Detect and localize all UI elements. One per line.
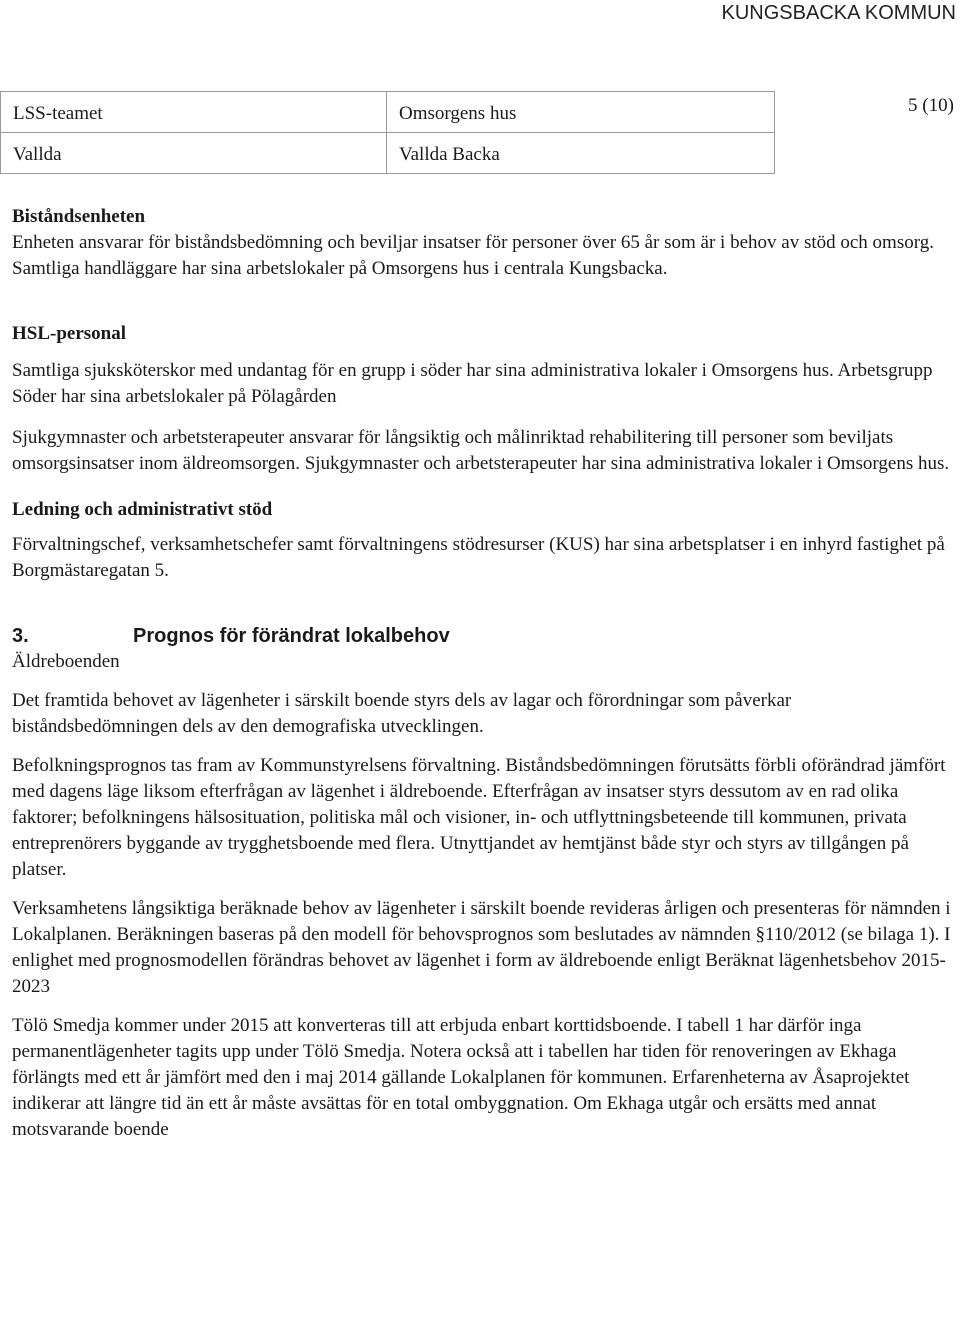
- section-title-bistand: Biståndsenheten: [12, 206, 146, 227]
- header-cell-unit: LSS-teamet: [1, 92, 387, 133]
- chapter-title: Prognos för förändrat lokalbehov: [133, 625, 450, 647]
- document-header-table: [0, 91, 775, 174]
- section-title-ledning: Ledning och administrativt stöd: [12, 499, 273, 520]
- chapter-subtitle: Äldreboenden: [12, 651, 120, 672]
- page-number: 5 (10): [908, 95, 954, 116]
- paragraph-hsl-1: Samtliga sjuksköterskor med undantag för en grupp i söder har sina administrativa lokaler i Omsorgens hus. Arbetsgrupp Söder har sina arbetslokaler på Pölagården: [12, 360, 933, 407]
- chapter-heading: [12, 623, 952, 649]
- paragraph-bistand: Enheten ansvarar för biståndsbedömning och beviljar insatser för personer över 65 år som är i behov av stöd och omsorg. Samtliga handläggare har sina arbetslokaler på Omsorgens hus i centrala Kungsbacka.: [12, 232, 934, 279]
- paragraph-prognos-4: Tölö Smedja kommer under 2015 att konverteras till att erbjuda enbart korttidsboende. I tabell 1 har därför inga permanentlägenheter tagits upp under Tölö Smedja. Notera också att i tabellen har tiden för renoveringen av Ekhaga förlängts med ett år jämfört med den i maj 2014 gällande Lokalplanen för kommunen. Erfarenheterna av Åsaprojektet indikerar att längre tid än ett år måste avsättas för en total ombyggnation. Om Ekhaga utgår och ersätts med annat motsvarande boende: [12, 1015, 910, 1140]
- paragraph-hsl-2: Sjukgymnaster och arbetsterapeuter ansvarar för långsiktig och målinriktad rehabilitering till personer som beviljats omsorgsinsatser inom äldreomsorgen. Sjukgymnaster och arbetsterapeuter har sina administrativa lokaler i Omsorgens hus.: [12, 427, 950, 474]
- paragraph-ledning: Förvaltningschef, verksamhetschefer samt förvaltningens stödresurser (KUS) har sina arbetsplatser i en inhyrd fastighet på Borgmästaregatan 5.: [12, 534, 945, 581]
- header-cell-location: Vallda Backa: [387, 133, 775, 174]
- paragraph-prognos-3: Verksamhetens långsiktiga beräknade behov av lägenheter i särskilt boende revideras årligen och presenteras för nämnden i Lokalplanen. Beräkningen baseras på den modell för behovsprognos som beslutades av nämnden §110/2012 (se bilaga 1). I enlighet med prognosmodellen förändras behovet av lägenhet i form av äldreboende enligt Beräknat lägenhetsbehov 2015-2023: [12, 898, 951, 997]
- chapter-number: 3.: [12, 625, 29, 647]
- section-title-hsl: HSL-personal: [12, 323, 127, 344]
- document-body: [12, 204, 952, 1143]
- header-cell-area: Vallda: [1, 133, 387, 174]
- organization-name: KUNGSBACKA KOMMUN: [721, 2, 956, 24]
- header-cell-building: Omsorgens hus: [387, 92, 775, 133]
- paragraph-prognos-2: Befolkningsprognos tas fram av Kommunstyrelsens förvaltning. Biståndsbedömningen förutsätts förbli oförändrad jämfört med dagens läge liksom efterfrågan av lägenhet i äldreboende. Efterfrågan av insatser styrs dessutom av en rad olika faktorer; befolkningens hälsosituation, politiska mål och visioner, in- och utflyttningsbeteende till kommunen, privata entreprenörers byggande av trygghetsboende med flera. Utnyttjandet av hemtjänst både styr och styrs av tillgången på platser.: [12, 755, 946, 880]
- paragraph-prognos-1: Det framtida behovet av lägenheter i särskilt boende styrs dels av lagar och förordningar som påverkar biståndsbedömningen dels av den demografiska utvecklingen.: [12, 690, 792, 737]
